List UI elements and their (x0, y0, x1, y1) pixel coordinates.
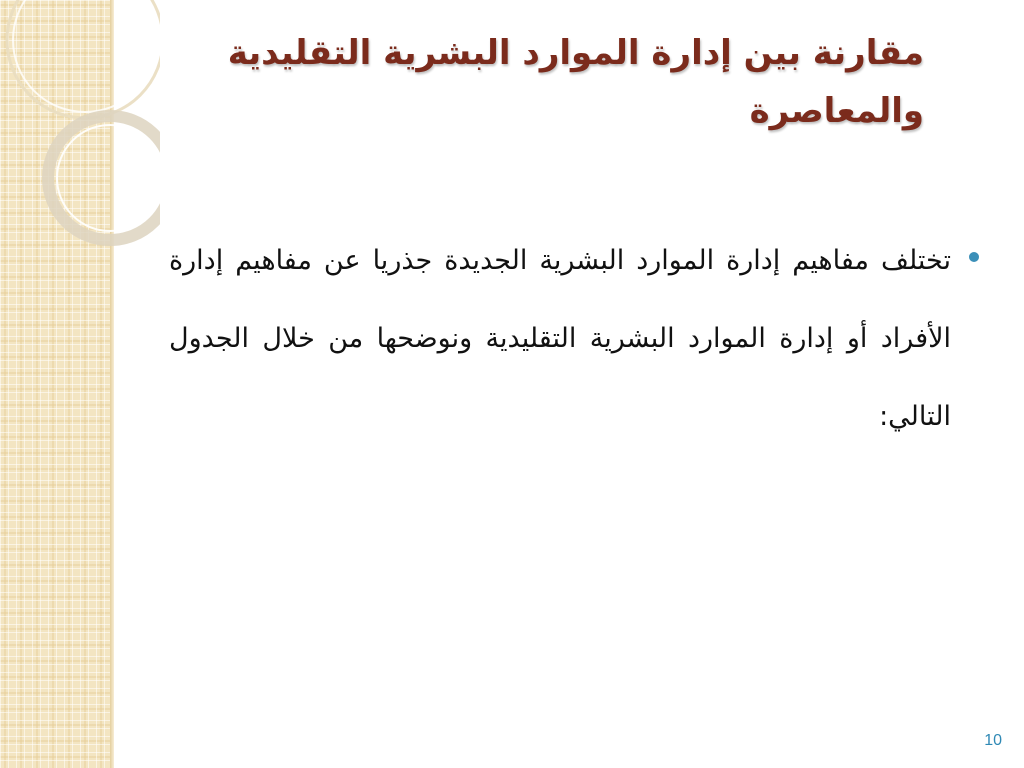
slide-title: مقارنة بين إدارة الموارد البشرية التقليدية والمعاصرة (227, 33, 924, 131)
bullet-dot-icon (969, 252, 979, 262)
page-number: 10 (984, 732, 1002, 749)
bullet-item (169, 222, 979, 456)
bullet-list (169, 222, 979, 456)
ring-decoration-icon (0, 0, 160, 260)
bullet-text: تختلف مفاهيم إدارة الموارد البشرية الجديدة جذريا عن مفاهيم إدارة الأفراد أو إدارة الموارد البشرية التقليدية ونوضحها من خلال الجدول التالي: (169, 245, 951, 432)
